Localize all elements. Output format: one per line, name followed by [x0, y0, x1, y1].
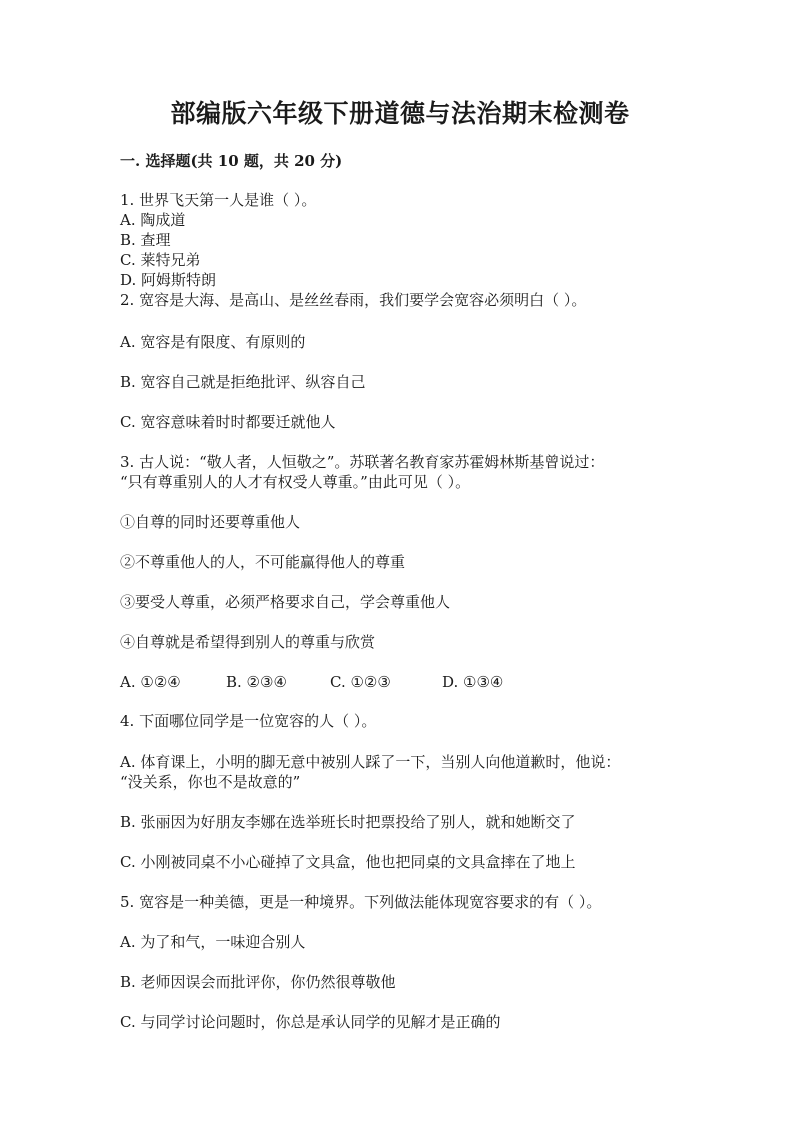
question-5-option-b: B. 老师因误会而批评你，你仍然很尊敬他 — [120, 973, 396, 991]
question-2-option-a: A. 宽容是有限度、有原则的 — [120, 333, 306, 351]
question-1-option-d: D. 阿姆斯特朗 — [120, 271, 217, 289]
question-3-stem-line2: “只有尊重别人的人才有权受人尊重。”由此可见（ ）。 — [120, 473, 471, 491]
question-5-stem: 5. 宽容是一种美德，更是一种境界。下列做法能体现宽容要求的有（ ）。 — [120, 893, 602, 911]
question-2-stem: 2. 宽容是大海、是高山、是丝丝春雨，我们要学会宽容必须明白（ ）。 — [120, 291, 587, 309]
question-3-statement-2: ②不尊重他人的人，不可能赢得他人的尊重 — [120, 553, 406, 571]
question-3-option-b: B. ②③④ — [226, 673, 287, 691]
question-1-option-a: A. 陶成道 — [120, 211, 186, 229]
question-2-option-c: C. 宽容意味着时时都要迁就他人 — [120, 413, 336, 431]
question-1-option-c: C. 莱特兄弟 — [120, 251, 201, 269]
page-title: 部编版六年级下册道德与法治期末检测卷 — [170, 99, 630, 128]
question-3-option-d: D. ①③④ — [442, 673, 504, 691]
question-3-option-a: A. ①②④ — [120, 673, 181, 691]
question-4-option-a-line2: “没关系，你也不是故意的” — [120, 773, 301, 791]
question-3-option-c: C. ①②③ — [330, 673, 391, 691]
question-5-option-c: C. 与同学讨论问题时，你总是承认同学的见解才是正确的 — [120, 1013, 501, 1031]
question-1-option-b: B. 查理 — [120, 231, 171, 249]
question-5-option-a: A. 为了和气，一味迎合别人 — [120, 933, 306, 951]
question-3-statement-1: ①自尊的同时还要尊重他人 — [120, 513, 301, 531]
question-3-statement-3: ③要受人尊重，必须严格要求自己，学会尊重他人 — [120, 593, 451, 611]
question-4-stem: 4. 下面哪位同学是一位宽容的人（ ）。 — [120, 712, 377, 730]
question-4-option-a-line1: A. 体育课上，小明的脚无意中被别人踩了一下，当别人向他道歉时，他说： — [120, 753, 621, 771]
question-3-stem-line1: 3. 古人说：“敬人者，人恒敬之”。苏联著名教育家苏霍姆林斯基曾说过： — [120, 453, 605, 471]
question-4-option-c: C. 小刚被同桌不小心碰掉了文具盒，他也把同桌的文具盒摔在了地上 — [120, 853, 576, 871]
question-4-option-b: B. 张丽因为好朋友李娜在选举班长时把票投给了别人，就和她断交了 — [120, 813, 576, 831]
section-heading: 一. 选择题(共 10 题，共 20 分) — [120, 152, 343, 170]
question-1-stem: 1. 世界飞天第一人是谁（ ）。 — [120, 191, 317, 209]
question-3-statement-4: ④自尊就是希望得到别人的尊重与欣赏 — [120, 633, 376, 651]
question-2-option-b: B. 宽容自己就是拒绝批评、纵容自己 — [120, 373, 366, 391]
